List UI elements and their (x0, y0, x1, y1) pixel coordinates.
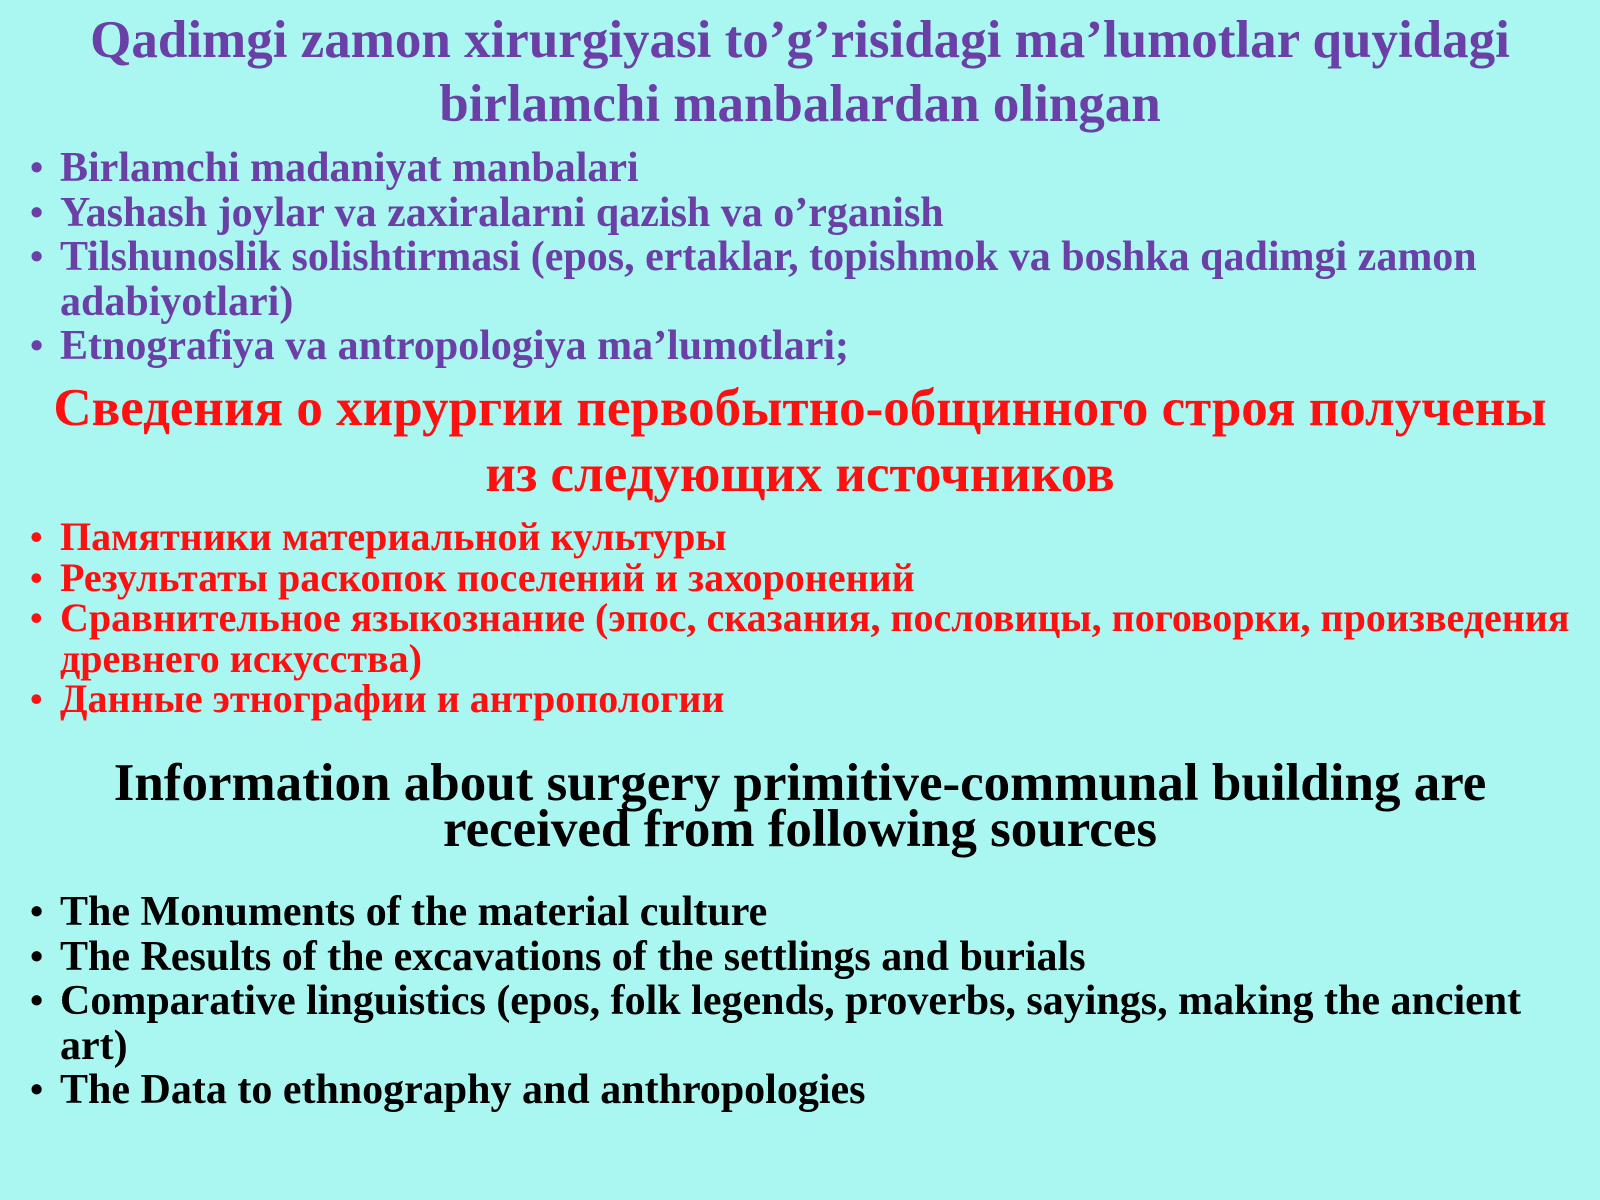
list-item (30, 979, 1580, 1068)
list-item (30, 191, 1570, 236)
bullet-icon: • (30, 236, 44, 278)
list-item-text: Результаты раскопок поселений и захоронений (60, 554, 915, 600)
list-item-text: Данные этнографии и антропологии (60, 676, 725, 721)
list-item-text: Comparative linguistics (epos, folk legends, proverbs, sayings, making the ancient art) (60, 978, 1522, 1069)
bullet-icon: • (30, 598, 43, 638)
list-item (30, 890, 1580, 935)
list-item (30, 935, 1580, 980)
uzbek-title: Qadimgi zamon xirurgiyasi to’g’risidagi ma’lumotlar quyidagi birlamchi manbalardan olingan (90, 11, 1510, 133)
list-item (30, 146, 1570, 191)
english-bullet-list (30, 890, 1580, 1113)
uzbek-bullet-list (30, 146, 1570, 369)
russian-title: Сведения о хирургии первобытно-общинного строя получены из следующих источников (53, 379, 1547, 503)
list-item (30, 1068, 1580, 1113)
list-item-text: Tilshunoslik solishtirmasi (epos, ertaklar, topishmok va boshka qadimgi zamon adabiyotlari) (60, 234, 1477, 325)
list-item-text: Yashash joylar va zaxiralarni qazish va o’rganish (60, 189, 944, 236)
russian-section (30, 375, 1570, 720)
list-item (30, 554, 1570, 600)
bullet-icon: • (30, 980, 44, 1022)
uzbek-section (30, 8, 1570, 369)
list-item-text: Сравнительное языкознание (эпос, сказания, пословицы, поговорки, произведения древнего искусства) (60, 595, 1570, 681)
bullet-icon: • (30, 147, 44, 189)
english-title: Information about surgery primitive-communal building are received from following sources (113, 754, 1487, 858)
bullet-icon: • (30, 891, 44, 933)
list-item-text: Birlamchi madaniyat manbalari (60, 145, 639, 191)
bullet-icon: • (30, 935, 44, 978)
english-section (20, 754, 1580, 1113)
list-item (30, 514, 1570, 559)
list-item (30, 676, 1570, 721)
bullet-icon: • (30, 679, 43, 719)
bullet-icon: • (30, 325, 44, 367)
bullet-icon: • (30, 557, 43, 598)
list-item-text: The Monuments of the material culture (60, 889, 768, 935)
list-item (30, 235, 1570, 324)
list-item (30, 324, 1570, 369)
list-item (30, 595, 1570, 681)
list-item-text: Памятники материальной культуры (60, 514, 727, 559)
list-item-text: Etnografiya va antropologiya ma’lumotlari; (60, 323, 850, 369)
bullet-icon: • (30, 191, 44, 234)
bullet-icon: • (30, 1069, 44, 1111)
list-item-text: The Data to ethnography and anthropologies (60, 1067, 866, 1113)
bullet-icon: • (30, 517, 43, 557)
list-item-text: The Results of the excavations of the settlings and burials (60, 933, 1086, 980)
russian-bullet-list (30, 514, 1570, 721)
